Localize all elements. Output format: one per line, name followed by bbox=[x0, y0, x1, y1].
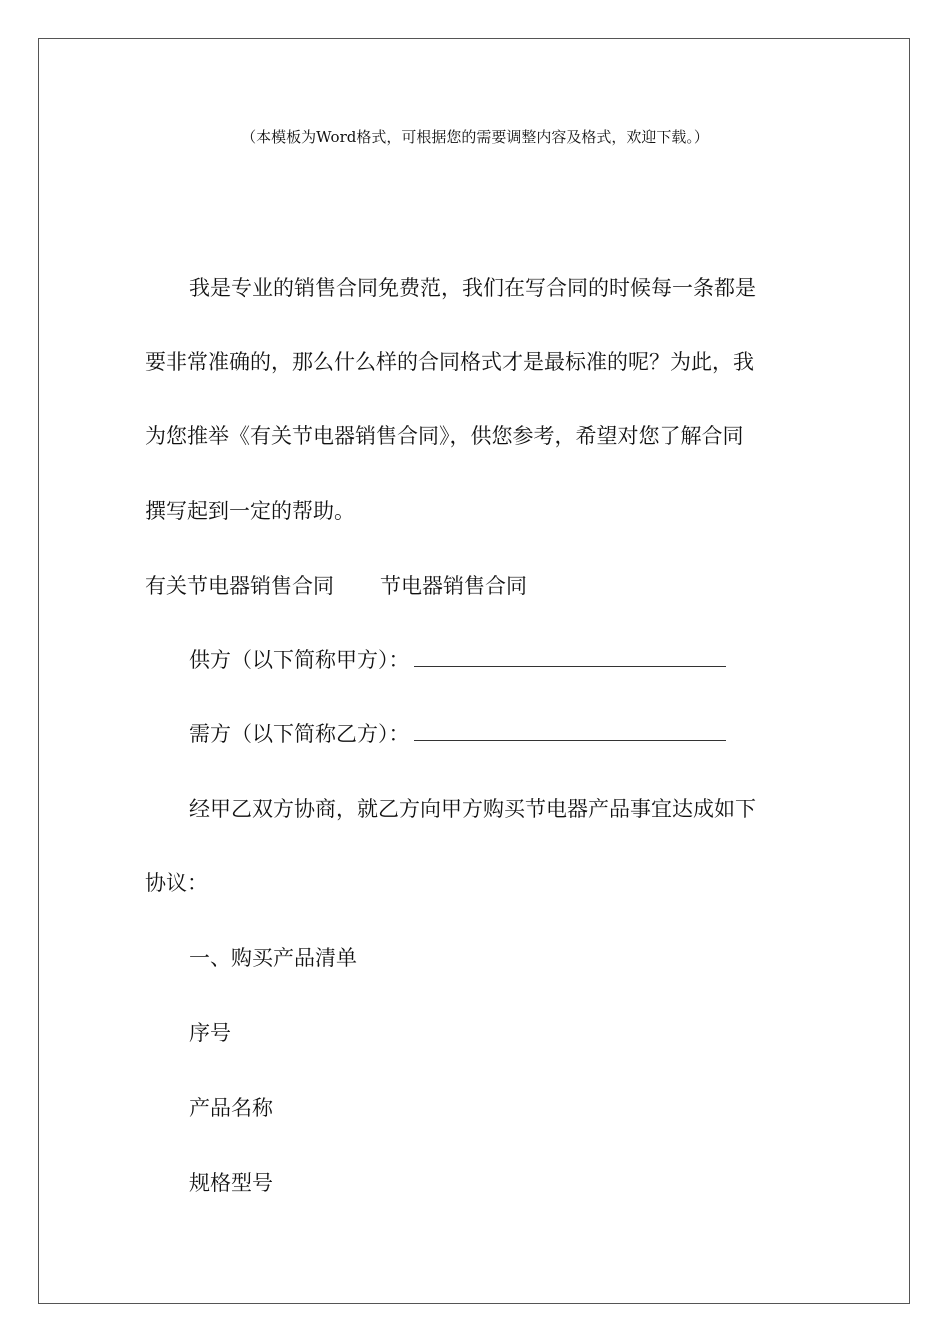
buyer-row bbox=[189, 720, 726, 748]
list-item: 序号 bbox=[189, 1021, 231, 1045]
intro-line-4: 撰写起到一定的帮助。 bbox=[145, 499, 355, 523]
buyer-name-blank[interactable] bbox=[414, 720, 726, 741]
agreement-line-2: 协议： bbox=[145, 871, 208, 895]
template-notice: （本模板为Word格式，可根据您的需要调整内容及格式，欢迎下载。） bbox=[241, 128, 709, 146]
list-item: 产品名称 bbox=[189, 1096, 273, 1120]
contract-title-main: 有关节电器销售合同 bbox=[145, 574, 334, 598]
section-heading-products: 一、购买产品清单 bbox=[189, 946, 357, 970]
agreement-line-1: 经甲乙双方协商，就乙方向甲方购买节电器产品事宜达成如下 bbox=[189, 797, 756, 821]
supplier-row bbox=[189, 646, 726, 674]
contract-title bbox=[145, 572, 527, 600]
contract-title-sub: 节电器销售合同 bbox=[380, 574, 527, 598]
intro-line-1: 我是专业的销售合同免费范，我们在写合同的时候每一条都是 bbox=[189, 276, 756, 300]
supplier-label: 供方（以下简称甲方）： bbox=[189, 648, 410, 672]
intro-line-3: 为您推举《有关节电器销售合同》，供您参考，希望对您了解合同 bbox=[145, 424, 744, 448]
intro-line-2: 要非常准确的，那么什么样的合同格式才是最标准的呢？为此，我 bbox=[145, 350, 754, 374]
buyer-label: 需方（以下简称乙方）： bbox=[189, 722, 410, 746]
list-item: 规格型号 bbox=[189, 1171, 273, 1195]
supplier-name-blank[interactable] bbox=[414, 646, 726, 667]
